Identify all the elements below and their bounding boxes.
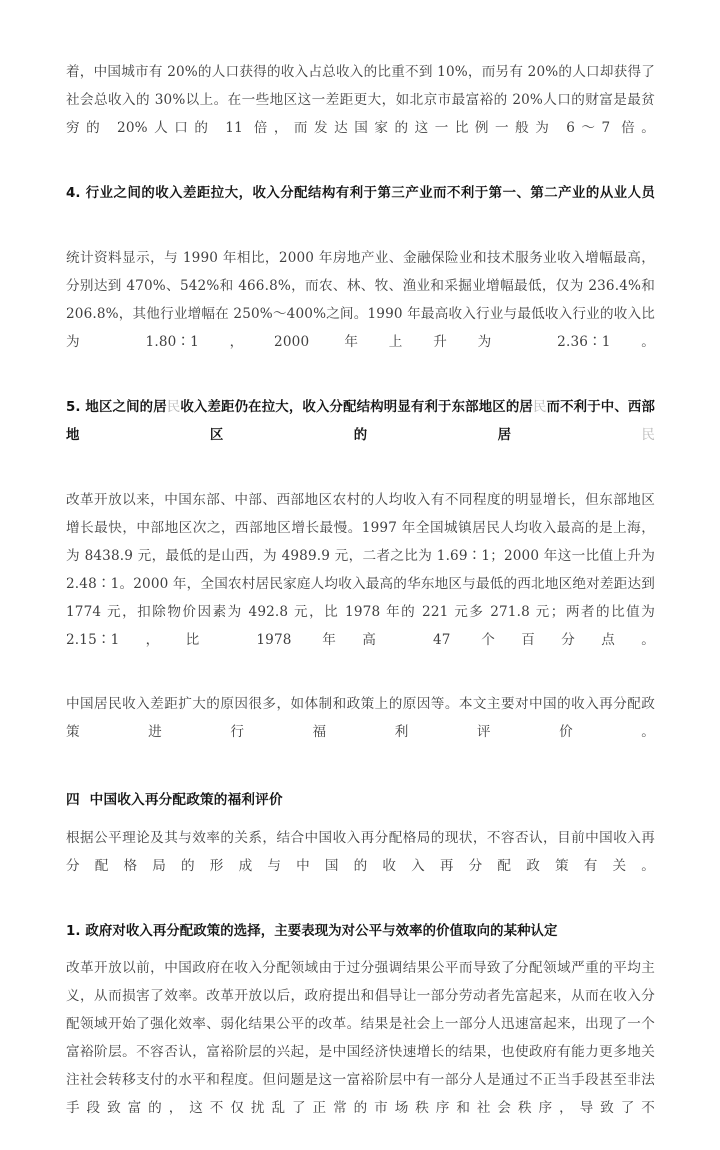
- subheading-4-industry-gap: 4. 行业之间的收入差距拉大，收入分配结构有利于第三产业而不利于第一、第二产业的从业人员: [66, 186, 655, 201]
- heading-text-segment: 5. 地区之间的居: [66, 400, 167, 415]
- fallback-glyph: 民: [641, 428, 655, 443]
- paragraph-industry-statistics: 统计资料显示，与 1990 年相比，2000 年房地产业、金融保险业和技术服务业收入增幅最高，分别达到 470%、542%和 466.8%，而农、林、牧、渔业和采掘业增幅最低，仅为 236.4%和 206.8%，其他行业增幅在 250%～400%之间。1990 年最高收入行业与最低收入行业的收入比为 1.80∶1，2000 年上升为 2.36∶1。: [66, 250, 655, 350]
- subheading-5-regional-gap: [66, 394, 655, 478]
- spacer: [66, 774, 655, 786]
- spacer: [66, 908, 655, 918]
- page-text-column: [66, 58, 655, 1150]
- spacer: [66, 682, 655, 690]
- paragraph-reform-history: 改革开放以前，中国政府在收入分配领域由于过分强调结果公平而导致了分配领域严重的平均主义，从而损害了效率。改革开放以后，政府提出和倡导让一部分劳动者先富起来，从而在收入分配领域开始了强化效率、弱化结果公平的改革。结果是社会上一部分人迅速富起来，出现了一个富裕阶层。不容否认，富裕阶层的兴起，是中国经济快速增长的结果，也使政府有能力更多地关注社会转移支付的水平和程度。但问题是这一富裕阶层中有一部分人是通过不正当手段甚至非法手段致富的，这不仅扰乱了正常的市场秩序和社会秩序，导致了不: [66, 960, 655, 1116]
- subheading-1-government-choice: 1. 政府对收入再分配政策的选择，主要表现为对公平与效率的价值取向的某种认定: [66, 924, 558, 939]
- paragraph-income-share: 着，中国城市有 20%的人口获得的收入占总收入的比重不到 10%，而另有 20%的人口却获得了社会总收入的 30%以上。在一些地区这一差距更大，如北京市最富裕的 20%人口的财富是最贫穷的 20%人口的 11 倍，而发达国家的这一比例一般为 6～7 倍。: [66, 64, 655, 136]
- spacer: [66, 384, 655, 394]
- fallback-glyph: 民: [166, 400, 181, 415]
- section-heading-four: 四 中国收入再分配政策的福利评价: [66, 792, 283, 808]
- paragraph-regional-statistics: 改革开放以来，中国东部、中部、西部地区农村的人均收入有不同程度的明显增长，但东部地区增长最快，中部地区次之，西部地区增长最慢。1997 年全国城镇居民人均收入最高的是上海，为 8438.9 元，最低的是山西，为 4989.9 元，二者之比为 1.69∶1；2000 年这一比值上升为 2.48∶1。2000 年，全国农村居民家庭人均收入最高的华东地区与最低的西北地区绝对差距达到 1774 元，扣除物价因素为 492.8 元，比 1978 年的 221 元多 271.8 元；两者的比值为 2.15∶1，比 1978 年高 47 个百分点。: [66, 492, 655, 648]
- spacer: [66, 170, 655, 180]
- heading-text-segment: 收入差距仍在拉大，收入分配结构明显有利于东部地区的居: [180, 400, 533, 415]
- heading-text-segment: 而不利于中、西部地区的居: [66, 400, 655, 443]
- spacer: [66, 236, 655, 244]
- paragraph-causes-transition: 中国居民收入差距扩大的原因很多，如体制和政策上的原因等。本文主要对中国的收入再分配政策进行福利评价。: [66, 696, 655, 740]
- spacer: [66, 814, 655, 824]
- spacer: [66, 478, 655, 486]
- spacer: [66, 946, 655, 954]
- paragraph-fairness-efficiency: 根据公平理论及其与效率的关系，结合中国收入再分配格局的现状，不容否认，目前中国收入再分配格局的形成与中国的收入再分配政策有关。: [66, 830, 655, 874]
- fallback-glyph: 民: [532, 400, 547, 415]
